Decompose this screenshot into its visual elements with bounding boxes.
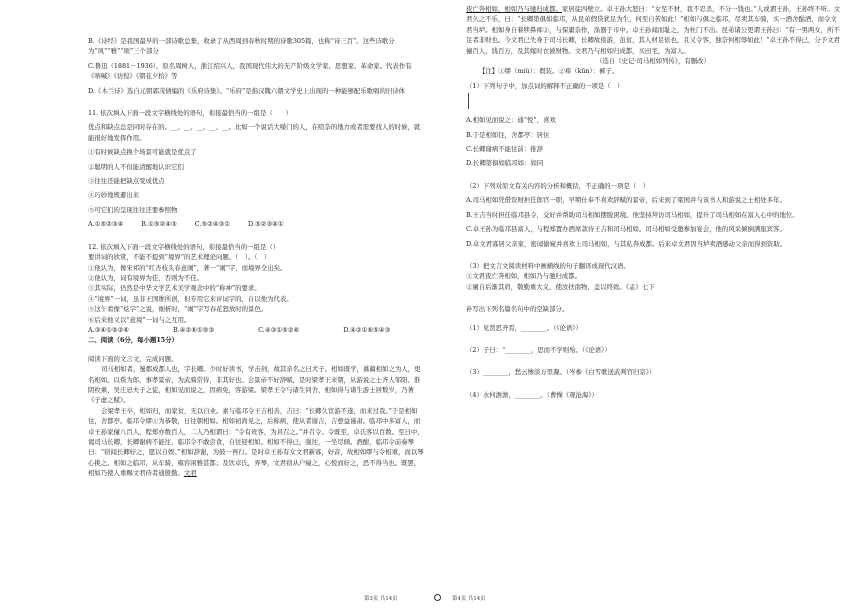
passage-paragraph-1: 司马相如者，蜀郡成都人也，字长卿。少时好读书，学击剑，故其亲名之曰犬子。相如既学，慕蔺相如之为人，更名相如。以赀为郎，事孝景帝，为武骑常侍，非其好也。会景帝不好辞赋，是时梁孝王来朝，从游说之士齐人邹阳、淮阴枚乘、吴庄忌夫子之徒，相如见而说之，因病免，客游梁。梁孝王令与诸生同舍，相如得与诸生游士居数岁，乃著《子虚之赋》。 xyxy=(88,365,421,405)
q12-options xyxy=(88,325,424,335)
q11-option-c[interactable]: C.⑤②④③① xyxy=(194,220,231,229)
sub-q3-item-2: ②屠自后渐其肩，敬勤重大义，使汝扶南物，盖以终致。《孟》七下 xyxy=(466,282,655,291)
q12-item-4: ④“境界”一词，虽非王国维所创，但专用它来评词宇的，自以他为代表。 xyxy=(88,294,293,303)
q12-option-b[interactable]: B.④②⑥①⑤③ xyxy=(173,325,215,334)
passage-underlined-start: 文君 xyxy=(183,469,197,478)
question-12-text: 要讲词的欣赏，不能不提到“境界”的艺术理论问题。（ ）。（ ） xyxy=(88,253,271,262)
reading-intro: 阅读下面的文言文，完成问题。 xyxy=(88,354,178,363)
option-c-text: C.鲁迅（1881－1936），原名周树人，浙江绍兴人，我国现代伟大的无产阶级文学家、思想家、革命家。代表作有《呐喊》《彷徨》《朝花夕拾》等 xyxy=(88,61,412,81)
q11-option-d[interactable]: D.⑤②③④① xyxy=(248,220,284,229)
sub-q2-option-d[interactable]: D.卓文君寡居父亲家，密闻偷窥并喜欢上司马相如，与其私奔成都。后来卓文君因当垆卖酒感动父亲而得到资助。 xyxy=(466,239,787,248)
right-page xyxy=(440,0,860,608)
passage-underlined-sentence: 夜亡奔相如，相如乃与驰归成都。 xyxy=(466,5,562,13)
q11-item-4: ④巧妙地规避出来 xyxy=(88,191,140,200)
passage-source: （选自《史记·司马相如列传》，有删改） xyxy=(596,57,710,66)
q11-option-a[interactable]: A.①⑤②③④ xyxy=(88,220,124,229)
sub-question-1-title: （1）下列句子中，加点词的解释不正确的一项是（ ） xyxy=(466,81,624,90)
page-number-left: 第3页 共14页 xyxy=(364,596,398,602)
sub-question-3-title: （3）把文言文阅读材料中画横线的句子翻译成现代汉语。 xyxy=(466,261,630,270)
q12-option-a[interactable]: A.③④①⑤②⑥ xyxy=(88,325,130,334)
q11-item-5: ⑤可它们的呈现往往还要参照物 xyxy=(88,205,178,214)
q12-item-3: ③其实际，仍然是中华文学艺术美学观念中的“称神”的要求。 xyxy=(88,284,261,293)
q11-item-3: ③往往还能把缺点变成优点 xyxy=(88,177,165,186)
question-11-text: 优点和缺点总是同时存在的。__、__、__、__、__。比如一个说话大嗓门的人，在喧杂的地方或者需要找人的时候，就能很好地发挥作用。 xyxy=(88,123,421,142)
sub-q1-option-c[interactable]: C.长卿谢病不能往前：推辞 xyxy=(466,145,543,154)
fill-in-title: 补写出下列名篇名句中的空缺部分。 xyxy=(466,305,569,314)
sub-q1-option-a[interactable]: A.相如见而说之：通“悦”，喜欢 xyxy=(466,116,556,125)
q11-option-b[interactable]: B.①⑤②④③ xyxy=(141,220,177,229)
answer-box-q1[interactable] xyxy=(468,93,471,109)
q12-item-1: ①他认为，像宋祁的“红杏枝头春意闹”，著一“闹”字，而境界全出矣。 xyxy=(88,263,287,272)
question-12-title: 12. 依次填入下面一段文字横线处的语句，衔接最恰当的一组是（） xyxy=(88,242,280,251)
sub-q1-option-b[interactable]: B.于是相如往，舍都亭：居住 xyxy=(466,130,550,139)
passage-paragraph-2-body: 会梁孝王卒，相如归，而家贫，无以自业。素与临邛令王吉相善，吉曰：“长卿久宦游不遂，而来过我。”于是相如往，舍都亭。临邛令缪①为恭敬，日往朝相如。相如初尚见之，后称病，使从者谢吉，吉愈益谨肃。临邛中多富人，而卓王孙家僮八百人，程郑亦数百人，二人乃相谓曰：“令有贵客，为具召之。”并召令。令既至，卓氏客以百数。至日中，谒司马长卿，长卿谢病不能往，临邛令不敢尝食，自往迎相如。相如不得已，强往，一坐尽倾。酒酣，临邛令前奏琴曰：“窃闻长卿好之，愿以自娱。”相如辞谢，为鼓一再行。是时卓王孙有女文君新寡，好音，故相如缪与令相重，而以琴心挑之。相如之临邛，从车骑，雍容闲雅甚都；及饮卓氏，弄琴，文君窃从户窥之，心悦而好之，恐不得当也。既罢，相如乃使人重赐文君侍者通殷勤。 xyxy=(88,406,424,478)
fill-in-item-2[interactable]: （2）子曰：“________，思而不学则殆。（《论语》） xyxy=(466,345,611,354)
q12-option-d[interactable]: D.④②①⑥⑤④③ xyxy=(343,325,391,334)
sub-q1-option-d[interactable]: D.长卿第俱如临邛如：如同 xyxy=(466,159,544,168)
page-divider-circle-icon xyxy=(434,594,441,601)
fill-in-item-1[interactable]: （1）见贤思齐焉，________。（《论语》） xyxy=(466,323,582,332)
q11-options xyxy=(88,219,424,229)
question-11-title: 11. 依次填入下面一段文字横线处的语句，衔接最恰当的一组是（ ） xyxy=(88,109,292,118)
option-b-text: B.《诗经》是我国最早的一部诗歌总集，收录了从西周到春秋时期的诗歌305篇，也称“诗三百”。这些诗歌分为“风”“雅”“颂”三个部分 xyxy=(88,37,395,56)
sub-question-2-title: （2）下列对原文有关内容的分析和概括，不正确的一项是（ ） xyxy=(466,181,650,190)
q11-item-2: ②聪明的人不但能清醒地认识它们 xyxy=(88,162,184,171)
passage-paragraph-2 xyxy=(88,406,424,479)
sub-q2-option-a[interactable]: A.司马相如凭借资财担任郎官一职，早期仕奉不喜欢辞赋的景帝，后来到了梁国并与该书人和游说之士相处多年。 xyxy=(466,196,786,205)
q11-item-1: ①有时候缺点换个场景可能就是优点了 xyxy=(88,148,197,157)
fill-in-item-4[interactable]: （4）水何澹澹，________。（曹操《观沧海》） xyxy=(466,390,598,399)
option-d-text: D.《木兰诗》选自元朝郭茂倩编的《乐府诗集》。“乐府”是指汉魏六朝文学史上出现的一种能够配乐歌唱的旧诗体 xyxy=(88,86,406,95)
q12-item-6: ⑥后来他又以“意境”一词与之互用。 xyxy=(88,315,191,324)
passage-note: 【注】①缪（miù）：假装。②裈（kūn）：裤子。 xyxy=(479,67,619,76)
sub-q2-option-c[interactable]: C.卓王孙为临邛县富人，与程郑置办酒席款待王吉和司马相如。司马相如受邀参加宴会，他的风采倾倒满座宾客。 xyxy=(466,225,786,234)
passage-continued-body: 家居徒四壁立。卓王孙大怒曰：“女至不材，我不忍杀，不分一钱也。”人或谓王孙，王孙终不听。文君久之不乐，曰：“长卿第俱如临邛，从昆弟假贷犹足为生，何至自苦如此！”相如与俱之临邛，尽卖其车骑，买一酒舍酤酒，而令文君当垆。相如身自着犊鼻裈②，与保庸杂作，涤器于市中。卓王孙闻而耻之，为杜门不出。昆弟诸公更谓王孙曰：“有一男两女，所不足者非财也。今文君已失身于司马长卿，长卿故倦游，虽贫，其人材足依也，且又令客，独奈何相辱如此！”卓王孙不得已，分予文君僮百人，钱百万，及其嫁时衣被财物。文君乃与相如归成都，买田宅，为富人。 xyxy=(466,5,840,55)
sub-q3-item-1: ①文君夜亡奔相如，相如乃与驰归成都。 xyxy=(466,272,582,281)
section-2-title: 二、阅读（6分，每小题15分） xyxy=(88,336,179,345)
passage-continued xyxy=(466,4,840,56)
q12-item-5: ⑤这午看像“炫字”之说，细析时，“闹”字写春花怒放时的景色。 xyxy=(88,305,268,314)
page-number-right: 第4页 共14页 xyxy=(452,596,486,602)
sub-q2-option-b[interactable]: B.王吉当时担任临邛县令，交好并帮助司马相如摆脱困境。他坚持拜访司马相如，提升了司马相如在富人心中的地位。 xyxy=(466,210,799,219)
q12-item-2: ②他认为，词有境界为佳，否则为不佳。 xyxy=(88,273,204,282)
fill-in-item-3[interactable]: （3）________，愁云惨淡万里凝。（岑参《白雪歌送武判官归京》） xyxy=(466,368,656,377)
q12-option-c[interactable]: C.④③①⑤②⑥ xyxy=(258,325,300,334)
